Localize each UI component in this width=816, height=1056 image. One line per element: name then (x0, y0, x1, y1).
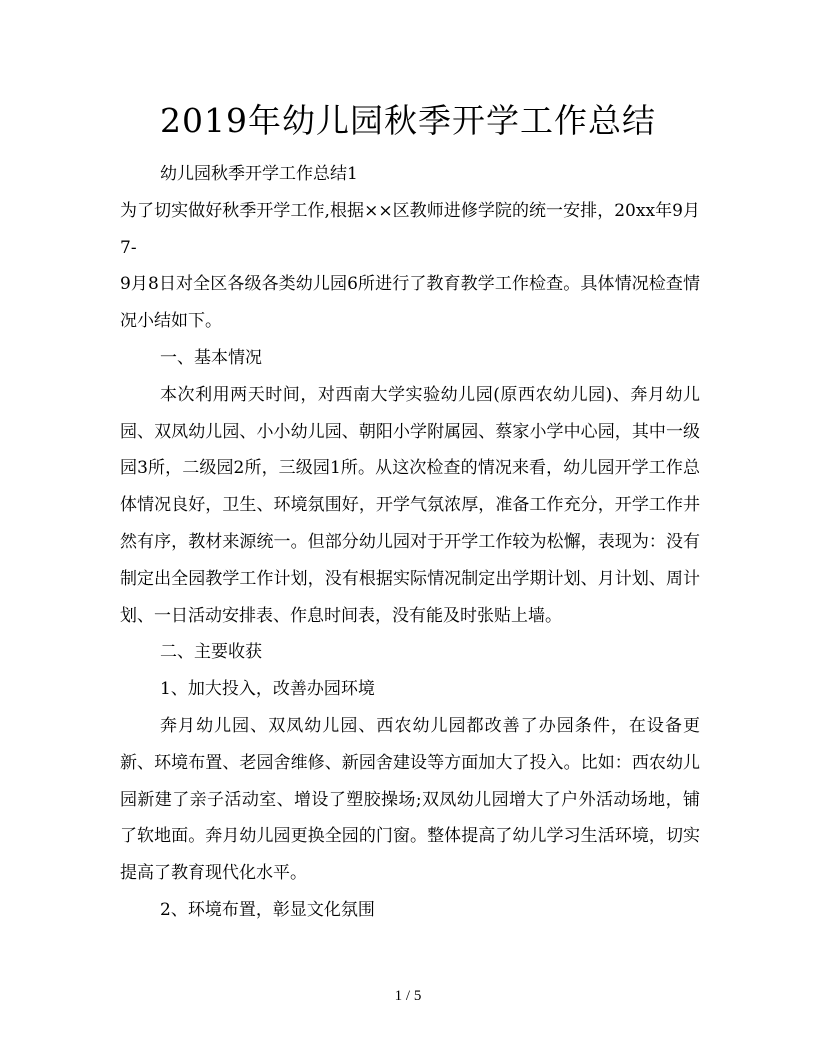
intro-paragraph-1: 为了切实做好秋季开学工作,根据××区教师进修学院的统一安排，20xx年9月7- (120, 200, 700, 258)
subheading-environment: 2、环境布置，彰显文化氛围 (160, 899, 375, 920)
subheading-investment: 1、加大投入，改善办园环境 (160, 679, 375, 700)
intro-paragraph-2: 9月8日对全区各级各类幼儿园6所进行了教育教学工作检查。具体情况检查情况小结如下。 (120, 274, 700, 332)
section-heading-basic: 一、基本情况 (160, 347, 262, 368)
subtitle-paragraph: 幼儿园秋季开学工作总结1 (160, 164, 358, 184)
document-title: 2019年幼儿园秋季开学工作总结 (160, 101, 656, 140)
section-heading-gains: 二、主要收获 (160, 642, 262, 663)
page-number: 1 / 5 (394, 988, 422, 1004)
basic-situation-paragraph: 本次利用两天时间，对西南大学实验幼儿园(原西农幼儿园)、奔月幼儿园、双凤幼儿园、小小幼儿园、朝阳小学附属园、蔡家小学中心园，其中一级园3所，二级园2所，三级园1所。从这次检查的情况来看，幼儿园开学工作总体情况良好，卫生、环境氛围好，开学气氛浓厚，准备工作充分，开学工作井然有序，教材来源统一。但部分幼儿园对于开学工作较为松懈，表现为：没有制定出全园教学工作计划，没有根据实际情况制定出学期计划、月计划、周计划、一日活动安排表、作息时间表，没有能及时张贴上墙。 (120, 384, 700, 626)
document-body (120, 156, 700, 929)
investment-paragraph: 奔月幼儿园、双凤幼儿园、西农幼儿园都改善了办园条件，在设备更新、环境布置、老园舍维修、新园舍建设等方面加大了投入。比如：西农幼儿园新建了亲子活动室、增设了塑胶操场;双凤幼儿园增大了户外活动场地，铺了软地面。奔月幼儿园更换全园的门窗。整体提高了幼儿学习生活环境，切实提高了教育现代化水平。 (120, 715, 700, 884)
